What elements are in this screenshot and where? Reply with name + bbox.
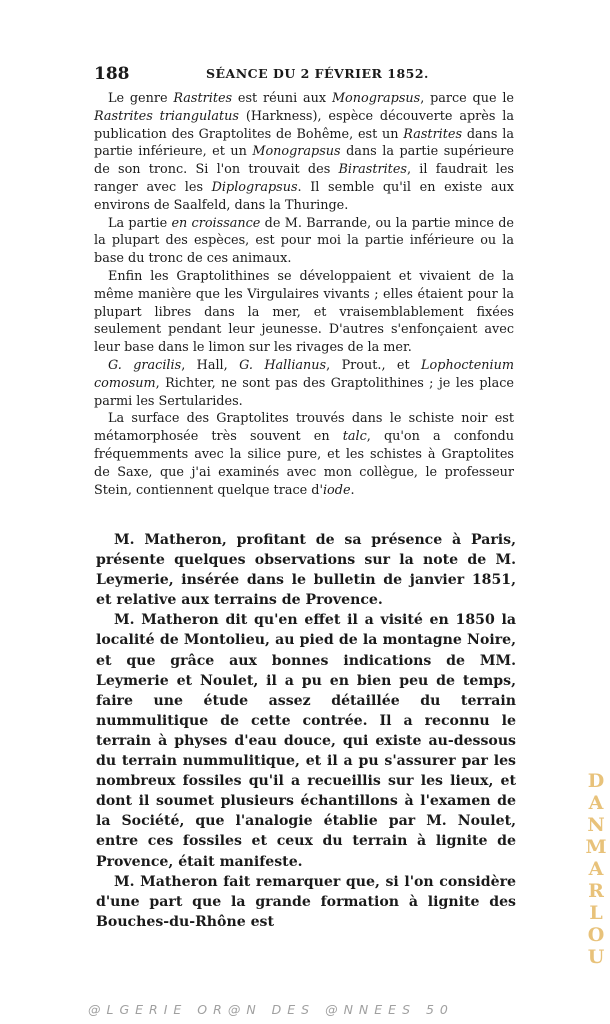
paragraph: G. gracilis, Hall, G. Hallianus, Prout., et Lophoctenium comosum, Richter, ne sont pas des Graptolithines ; je les place parmi les Sertularides. bbox=[94, 357, 514, 409]
watermark-letter: N bbox=[587, 814, 605, 836]
watermark-letter: U bbox=[587, 946, 605, 968]
paragraph: Enfin les Graptolithines se développaient et vivaient de la même manière que les Virgulaires vivants ; elles étaient pour la plupart libres dans la mer, et vraisemblablement fixées seulement pendant leur jeunesse. D'autres s'enfonçaient avec leur base dans le limon sur les rivages de la mer. bbox=[94, 268, 514, 356]
watermark-letter: O bbox=[587, 924, 605, 946]
paragraph: M. Matheron, profitant de sa présence à Paris, présente quelques observations sur la note de M. Leymerie, insérée dans le bulletin de janvier 1851, et relative aux terrains de Provence. bbox=[96, 532, 516, 609]
page-number: 188 bbox=[94, 64, 130, 84]
bottom-watermark: @LGERIE OR@N DES @NNEES 50 bbox=[88, 1002, 454, 1017]
watermark-letter: L bbox=[589, 902, 603, 924]
watermark-letter: D bbox=[587, 770, 605, 792]
running-title: SÉANCE DU 2 FÉVRIER 1852. bbox=[206, 66, 429, 81]
matheron-section bbox=[96, 530, 516, 932]
watermark-letter: A bbox=[588, 792, 604, 814]
watermark-letter: R bbox=[588, 880, 604, 902]
paragraph: Le genre Rastrites est réuni aux Monograpsus, parce que le Rastrites triangulatus (Harkness), espèce découverte après la publication des Graptolites de Bohême, est un Rastrites dans la partie inférieure, et un Monograpsus dans la partie supérieure de son tronc. Si l'on trouvait des Birastrites, il faudrait les ranger avec les Diplograpsus. Il semble qu'il en existe aux environs de Saalfeld, dans la Thuringe. bbox=[94, 91, 515, 213]
paragraph: M. Matheron fait remarquer que, si l'on considère d'une part que la grande formation à lignite des Bouches-du-Rhône est bbox=[96, 873, 516, 930]
paragraph: M. Matheron dit qu'en effet il a visité en 1850 la localité de Montolieu, au pied de la montagne Noire, et que grâce aux bonnes indications de MM. Leymerie et Noulet, il a pu en bien peu de temps, faire une étude assez détaillée du terrain nummulitique de cette contrée. Il a reconnu le terrain à physes d'eau douce, qui existe au-dessous du terrain nummulitique, et il a pu s'assurer par les nombreux fossiles qu'il a recueillis sur les lieux, et dont il soumet plusieurs échantillons à l'examen de la Société, que l'analogie établie par M. Noulet, entre ces fossiles et ceux du terrain à lignite de Provence, était manifeste. bbox=[96, 612, 516, 870]
paragraph: La surface des Graptolites trouvés dans le schiste noir est métamorphosée très souvent en talc, qu'on a confondu fréquemments avec la silice pure, et les schistes à Graptolites de Saxe, que j'ai examinés avec mon collègue, le professeur Stein, contiennent quelque trace d'iode. bbox=[94, 411, 514, 498]
graptolite-section bbox=[94, 90, 514, 499]
watermark-letter: M bbox=[585, 836, 607, 858]
watermark-letter: A bbox=[588, 858, 604, 880]
running-head bbox=[94, 64, 514, 86]
side-watermark bbox=[582, 770, 610, 990]
paragraph: La partie en croissance de M. Barrande, ou la partie mince de la plupart des espèces, est pour moi la partie inférieure ou la base du tronc de ces animaux. bbox=[94, 215, 514, 267]
